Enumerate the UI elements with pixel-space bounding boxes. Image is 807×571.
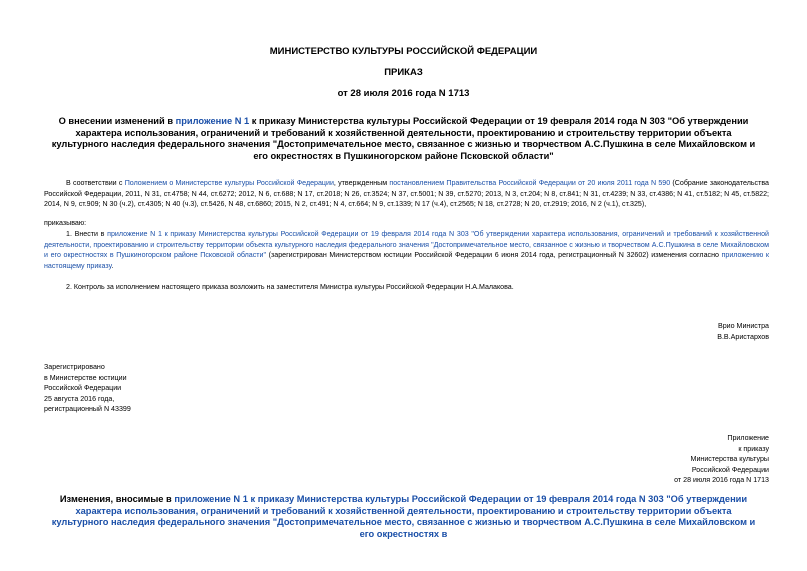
appendix-line: от 28 июля 2016 года N 1713 [674, 476, 769, 485]
changes-title-prefix: Изменения, вносимые в [59, 494, 175, 504]
signature-position: Врио Министра [718, 322, 769, 330]
changes-title-link[interactable]: приложение N 1 к приказу Министерства культуры Российской Федерации от 19 февраля 2014 года N 303 "Об утверждении характера использования, ограничений и требований к хозяйственной деятельности, проектированию и строительству территории объекта культурного наследия федерального значения "Достопримечательное место, связанное с жизнью и творчеством А.С.Пушкина в селе Михайловском и его окрестностях в [51, 494, 756, 539]
preamble-text-1: В соответствии с [66, 179, 125, 187]
changes-title [50, 494, 757, 540]
appendix-line: к приказу [738, 444, 769, 453]
item-2-paragraph: 2. Контроль за исполнением настоящего приказа возложить на заместителя Министра культуры Российской Федерации Н.А.Малакова. [66, 283, 514, 291]
preamble-paragraph [44, 178, 769, 210]
preamble-text-2: , утвержденным [333, 179, 390, 187]
regulation-link[interactable]: Положением о Министерстве культуры Российской Федерации [124, 179, 334, 187]
order-word: приказываю: [44, 219, 87, 227]
appendix-line: Российской Федерации [691, 465, 769, 474]
registration-block [44, 362, 131, 415]
order-title-prefix: О внесении изменений в [58, 116, 176, 126]
order-title [50, 116, 757, 162]
appendix-1-link[interactable]: приложение N 1 к приказу Министерства культуры Российской Федерации от 19 февраля 2014 года N 303 "Об утверждении характера использования, ограничений и требований к хозяйственной деятельности, проектированию и строительству территории объекта культурного наследия федерального значения "Достопримечательное место, связанное с жизнью и творчеством А.С.Пушкина в селе Михайловском и его окрестностях в Пушкиногорском районе Псковской области" [44, 230, 769, 260]
document-type: ПРИКАЗ [384, 67, 423, 78]
item-1-text-1: 1. Внести в [66, 230, 108, 238]
preamble-text-3: (Собрание законодательства Российской Федерации, 2011, N 31, ст.4758; N 44, ст.6272; 2012, N 6, ст.688; N 17, ст.2018; N 26, ст.3524; N 37, ст.5001; N 39, ст.5270; 2013, N 3, ст.204; N 8, ст.841; N 31, ст.4239; N 33, ст.4386; N 41, ст.5182; N 45, ст.5822; 2014, N 9, ст.909; N 30 (ч.2), ст.4305; N 40 (ч.3), ст.5426, N 48, ст.6860; 2015, N 2, ст.491; N 4, ст.664; N 9, ст.1339; N 17 (ч.4), ст.2565; N 18, ст.2728; N 20, ст.2919; 2016, N 2 (ч.1), ст.325), [44, 179, 769, 209]
item-1-text-3: . [111, 261, 114, 270]
appendix-block [560, 433, 769, 486]
order-title-link[interactable]: приложение N 1 [175, 116, 250, 126]
registration-line: регистрационный N 43399 [44, 405, 131, 414]
registration-line: Зарегистрировано [44, 363, 105, 371]
item-1-text-2: (зарегистрирован Министерством юстиции Российской Федерации 6 июня 2014 года, регистрационный N 32602) изменения согласно [266, 251, 722, 260]
appendix-line: Приложение [727, 434, 769, 442]
registration-line: Российской Федерации [44, 384, 122, 393]
appendix-line: Министерства культуры [690, 455, 769, 464]
item-1-paragraph [44, 229, 769, 271]
order-title-rest: к приказу Министерства культуры Российской Федерации от 19 февраля 2014 года N 303 "Об утверждении характера использования, ограничений и требований к хозяйственной деятельности, проектированию и строительству территории объекта культурного наследия федерального значения "Достопримечательное место, связанное с жизнью и творчеством А.С.Пушкина в селе Михайловском и его окрестностях в Пушкиногорском районе Псковской области" [51, 116, 756, 161]
registration-line: в Министерстве юстиции [44, 373, 127, 382]
ministry-heading: МИНИСТЕРСТВО КУЛЬТУРЫ РОССИЙСКОЙ ФЕДЕРАЦИИ [269, 46, 538, 57]
government-decree-link[interactable]: постановлением Правительства Российской Федерации от 20 июля 2011 года N 590 [389, 179, 671, 187]
signature-name: В.В.Аристархов [717, 333, 769, 341]
attachment-link[interactable]: приложению к настоящему приказу [44, 251, 769, 270]
registration-line: 25 августа 2016 года, [44, 394, 115, 403]
order-date-number: от 28 июля 2016 года N 1713 [337, 88, 470, 99]
